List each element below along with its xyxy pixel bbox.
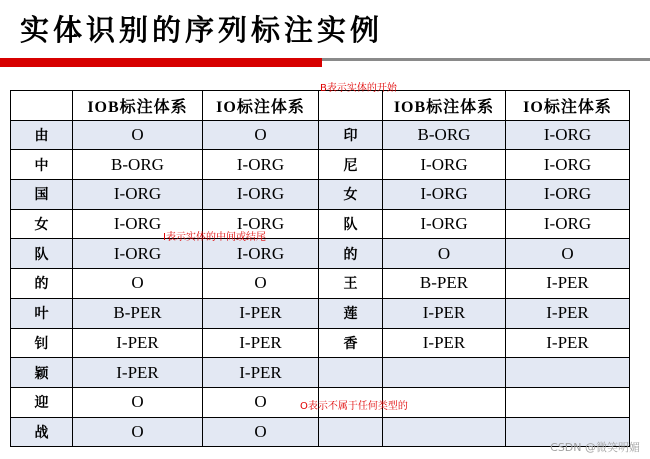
csdn-watermark: CSDN @微笑明媚 — [550, 441, 640, 454]
table-cell: O — [506, 239, 630, 269]
table-cell: I-PER — [506, 269, 630, 299]
annotation-i-meaning: I表示实体的中间或结尾 — [163, 232, 266, 243]
table-cell: I-ORG — [383, 180, 506, 210]
table-cell: I-ORG — [203, 150, 319, 180]
table-header-row — [11, 91, 630, 121]
table-cell: I-ORG — [73, 209, 203, 239]
annotation-o-meaning: O表示不属于任何类型的 — [300, 401, 408, 412]
table-cell: I-ORG — [506, 180, 630, 210]
table-row — [11, 209, 630, 239]
table-cell: I-ORG — [203, 239, 319, 269]
table-cell — [506, 387, 630, 417]
table-cell — [319, 417, 383, 447]
table-cell: I-PER — [383, 328, 506, 358]
table-cell: I-ORG — [203, 180, 319, 210]
annotation-b-meaning: B表示实体的开始 — [320, 83, 397, 94]
table-cell: B-ORG — [383, 120, 506, 150]
table-cell: 颖 — [11, 358, 73, 388]
table-cell: I-PER — [73, 358, 203, 388]
header-cell — [319, 91, 383, 121]
table-row — [11, 298, 630, 328]
ner-tagging-table — [10, 90, 630, 447]
table-row — [11, 269, 630, 299]
table-cell: 莲 — [319, 298, 383, 328]
table-cell: I-PER — [383, 298, 506, 328]
table-cell: 王 — [319, 269, 383, 299]
table-cell: O — [73, 120, 203, 150]
page-title: 实体识别的序列标注实例 — [20, 13, 384, 47]
header-cell — [11, 91, 73, 121]
table-cell: I-PER — [203, 358, 319, 388]
header-cell: IO标注体系 — [506, 91, 630, 121]
table-cell: B-ORG — [73, 150, 203, 180]
table-cell: 队 — [11, 239, 73, 269]
header-cell: IOB标注体系 — [73, 91, 203, 121]
table-row — [11, 328, 630, 358]
table-cell: B-PER — [383, 269, 506, 299]
table-row — [11, 180, 630, 210]
table-row — [11, 239, 630, 269]
table-cell: 中 — [11, 150, 73, 180]
table-row — [11, 120, 630, 150]
table-cell: O — [203, 387, 319, 417]
header-cell: IOB标注体系 — [383, 91, 506, 121]
table-cell — [319, 358, 383, 388]
header-cell: IO标注体系 — [203, 91, 319, 121]
table-cell: I-ORG — [73, 239, 203, 269]
table-cell: 队 — [319, 209, 383, 239]
table-cell: 香 — [319, 328, 383, 358]
table-cell: I-ORG — [506, 150, 630, 180]
table-cell: O — [203, 269, 319, 299]
table-cell: O — [203, 417, 319, 447]
table-cell: O — [73, 417, 203, 447]
title-underline-red — [0, 58, 322, 67]
table-cell: 女 — [11, 209, 73, 239]
table-cell: O — [203, 120, 319, 150]
table-cell — [383, 358, 506, 388]
title-underline-grey — [322, 58, 650, 61]
table-cell: B-PER — [73, 298, 203, 328]
table-cell: I-ORG — [506, 209, 630, 239]
table-cell: I-PER — [203, 328, 319, 358]
table-cell: I-ORG — [383, 150, 506, 180]
table-cell: 的 — [11, 269, 73, 299]
table-row — [11, 358, 630, 388]
table-cell — [383, 417, 506, 447]
table-cell: I-PER — [506, 298, 630, 328]
table-cell: 的 — [319, 239, 383, 269]
table-cell: O — [383, 239, 506, 269]
table-cell: I-ORG — [203, 209, 319, 239]
table-cell: I-ORG — [73, 180, 203, 210]
table-cell: 女 — [319, 180, 383, 210]
table-cell: 尼 — [319, 150, 383, 180]
table-cell: 印 — [319, 120, 383, 150]
table-cell: I-PER — [73, 328, 203, 358]
table-cell: 国 — [11, 180, 73, 210]
table-cell: I-PER — [203, 298, 319, 328]
table-cell: O — [73, 269, 203, 299]
table-cell: 钊 — [11, 328, 73, 358]
table-row — [11, 150, 630, 180]
table-cell: O — [73, 387, 203, 417]
table-cell: I-ORG — [506, 120, 630, 150]
table-cell: I-PER — [506, 328, 630, 358]
table-cell: 由 — [11, 120, 73, 150]
table-cell — [506, 358, 630, 388]
table-cell: I-ORG — [383, 209, 506, 239]
table-row — [11, 417, 630, 447]
table-cell: 迎 — [11, 387, 73, 417]
table-cell: 叶 — [11, 298, 73, 328]
table-cell: 战 — [11, 417, 73, 447]
